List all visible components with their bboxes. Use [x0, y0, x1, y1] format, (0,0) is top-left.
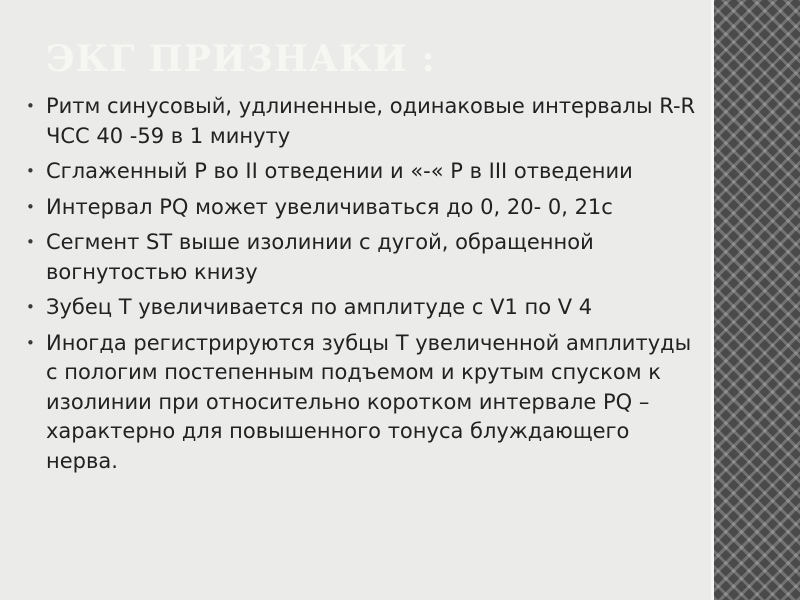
decorative-pattern-strip: [711, 0, 800, 600]
bullet-icon: •: [26, 233, 35, 251]
bullet-icon: •: [26, 333, 35, 352]
list-item: [24, 193, 699, 223]
list-item: [24, 293, 699, 323]
list-item: [24, 329, 699, 477]
list-item: [24, 92, 699, 151]
bullet-icon: •: [26, 197, 35, 216]
bullet-list: [24, 92, 699, 482]
list-item: [24, 228, 699, 287]
bullet-icon: •: [26, 97, 35, 115]
bullet-text: Интервал PQ может увеличиваться до 0, 20- 0, 21с: [46, 194, 613, 219]
list-item: [24, 157, 699, 187]
bullet-text: Сглаженный P во II отведении и «-« P в III отведении: [46, 159, 633, 183]
slide-title: ЭКГ ПРИЗНАКИ :: [46, 38, 436, 80]
bullet-icon: •: [26, 162, 35, 180]
bullet-icon: •: [26, 298, 35, 316]
bullet-text: Ритм синусовый, удлиненные, одинаковые интервалы R-R ЧСС 40 -59 в 1 минуту: [46, 94, 696, 148]
bullet-text: Сегмент ST выше изолинии с дугой, обращенной вогнутостью книзу: [46, 230, 594, 284]
bullet-text: Зубец T увеличивается по амплитуде с V1 по V 4: [46, 295, 593, 319]
bullet-text: Иногда регистрируются зубцы T увеличенной амплитуды с пологим постепенным подъемом и крутым спуском к изолинии при относительно коротком интервале PQ – характерно для повышенного тонуса блуждающего нерва.: [46, 330, 692, 473]
